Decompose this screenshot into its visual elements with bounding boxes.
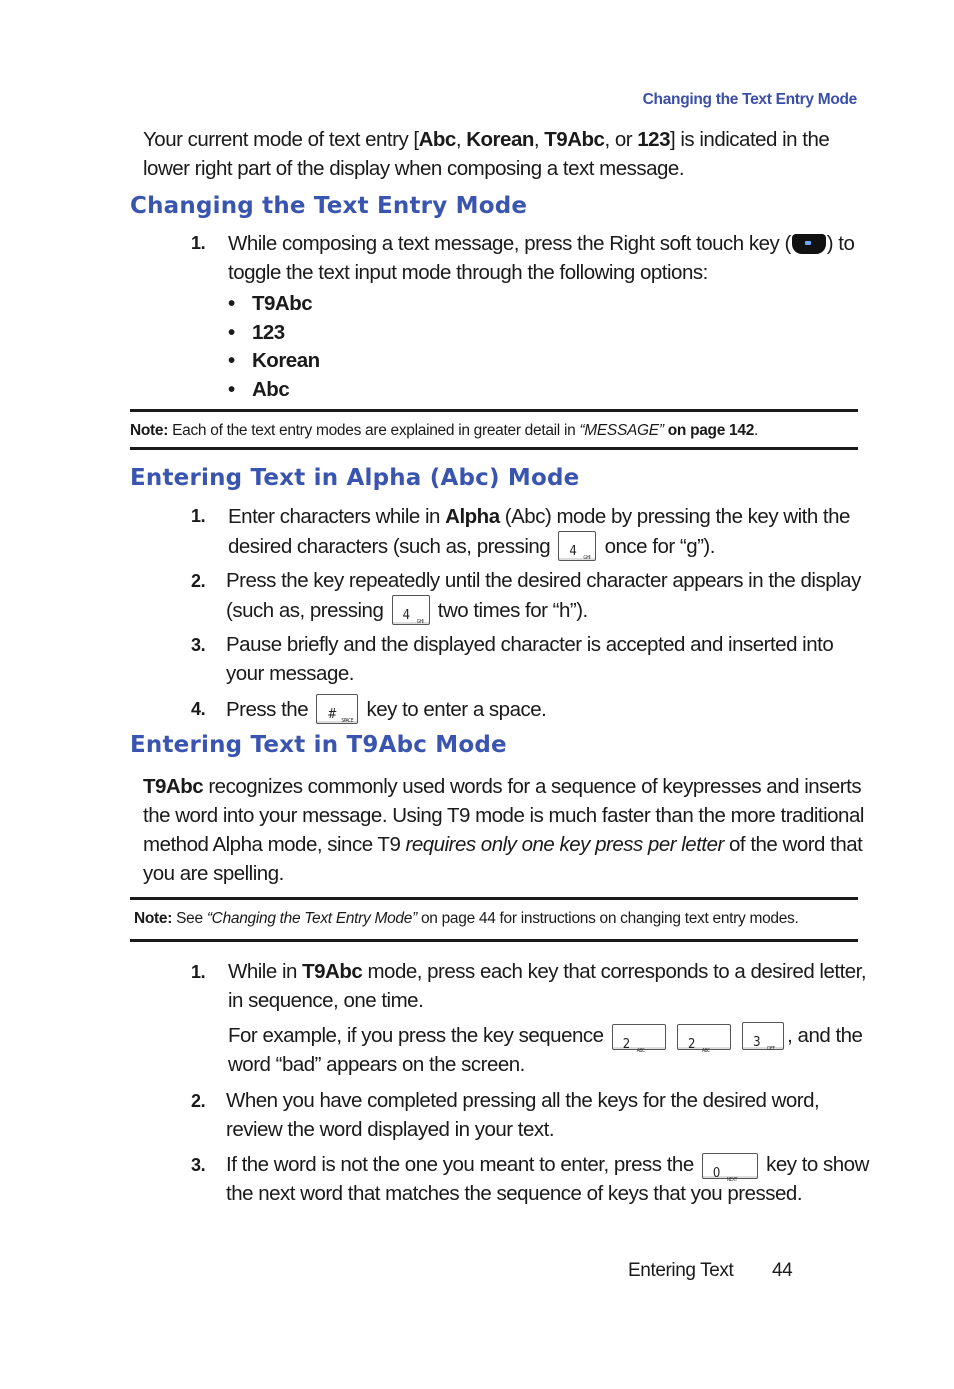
divider bbox=[130, 939, 858, 942]
step-change-mode: While composing a text message, press the Right soft touch key ( ) to toggle the text input mode through the following options: bbox=[228, 232, 855, 284]
key-3-icon: 3 DEF bbox=[742, 1022, 784, 1050]
step-alpha-2: Press the key repeatedly until the desired character appears in the display (such as, pressing 4 GHI two times for “h”). bbox=[226, 569, 861, 625]
step-t9-1: While in T9Abc mode, press each key that corresponds to a desired letter, in sequence, one time. bbox=[228, 960, 867, 1012]
t9-example: For example, if you press the key sequence 2 ABC 2 ABC 3 DEF , and the word “bad” appears on the screen. bbox=[228, 1024, 863, 1076]
step-number: 2. bbox=[191, 1091, 206, 1111]
divider bbox=[130, 447, 858, 450]
step-number: 2. bbox=[191, 571, 206, 591]
heading-t9-mode: Entering Text in T9Abc Mode bbox=[130, 732, 507, 758]
list-item: • 123 bbox=[228, 320, 285, 344]
list-item: • T9Abc bbox=[228, 292, 313, 315]
step-number: 3. bbox=[191, 1155, 206, 1175]
note-modes: Note: Each of the text entry modes are explained in greater detail in “MESSAGE” on page 142. bbox=[130, 422, 759, 439]
step-number: 1. bbox=[191, 962, 206, 982]
key-2-icon: 2 ABC bbox=[677, 1024, 731, 1050]
list-item: • Abc bbox=[228, 377, 290, 401]
step-number: 3. bbox=[191, 635, 206, 655]
running-head: Changing the Text Entry Mode bbox=[642, 91, 857, 108]
key-4-icon: 4 GHI bbox=[558, 531, 596, 561]
step-alpha-1: Enter characters while in Alpha (Abc) mode by pressing the key with the desired characters (such as, pressing 4 GHI once for “g”). bbox=[228, 505, 850, 561]
step-number: 4. bbox=[191, 699, 206, 719]
mode-options-list bbox=[228, 290, 320, 404]
step-t9-3: If the word is not the one you meant to enter, press the 0 NEXT key to show the next word that matches the sequence of keys that you pressed. bbox=[226, 1153, 869, 1205]
intro-line-2: lower right part of the display when composing a text message. bbox=[143, 157, 685, 180]
t9-description: T9Abc recognizes commonly used words for a sequence of keypresses and inserts the word into your message. Using T9 mode is much faster than the more traditional method Alpha mode, since T9 requires only one key press per letter of the word that you are spelling. bbox=[143, 775, 864, 885]
key-0-next-icon: 0 NEXT bbox=[702, 1153, 758, 1179]
footer-section: Entering Text bbox=[628, 1260, 734, 1281]
intro-line-1: Your current mode of text entry [Abc, Korean, T9Abc, or 123] is indicated in the bbox=[143, 128, 830, 151]
key-hash-space-icon: # SPACE bbox=[316, 694, 358, 724]
step-number: 1. bbox=[191, 233, 206, 253]
note-see-changing: Note: See “Changing the Text Entry Mode” on page 44 for instructions on changing text entry modes. bbox=[134, 910, 799, 927]
heading-alpha-mode: Entering Text in Alpha (Abc) Mode bbox=[130, 465, 580, 491]
step-alpha-4: Press the # SPACE key to enter a space. bbox=[226, 694, 546, 724]
key-2-icon: 2 ABC bbox=[612, 1024, 666, 1050]
right-soft-key-icon bbox=[792, 234, 826, 254]
divider bbox=[130, 409, 858, 412]
list-item: • Korean bbox=[228, 349, 320, 372]
intro-paragraph bbox=[143, 125, 829, 183]
step-t9-2: When you have completed pressing all the keys for the desired word, review the word displayed in your text. bbox=[226, 1089, 820, 1141]
heading-changing-mode: Changing the Text Entry Mode bbox=[130, 193, 528, 219]
key-4-icon: 4 GHI bbox=[392, 595, 430, 625]
page-number: 44 bbox=[772, 1260, 793, 1281]
step-number: 1. bbox=[191, 506, 206, 526]
divider bbox=[130, 897, 858, 900]
step-alpha-3: Pause briefly and the displayed character is accepted and inserted into your message. bbox=[226, 633, 834, 685]
